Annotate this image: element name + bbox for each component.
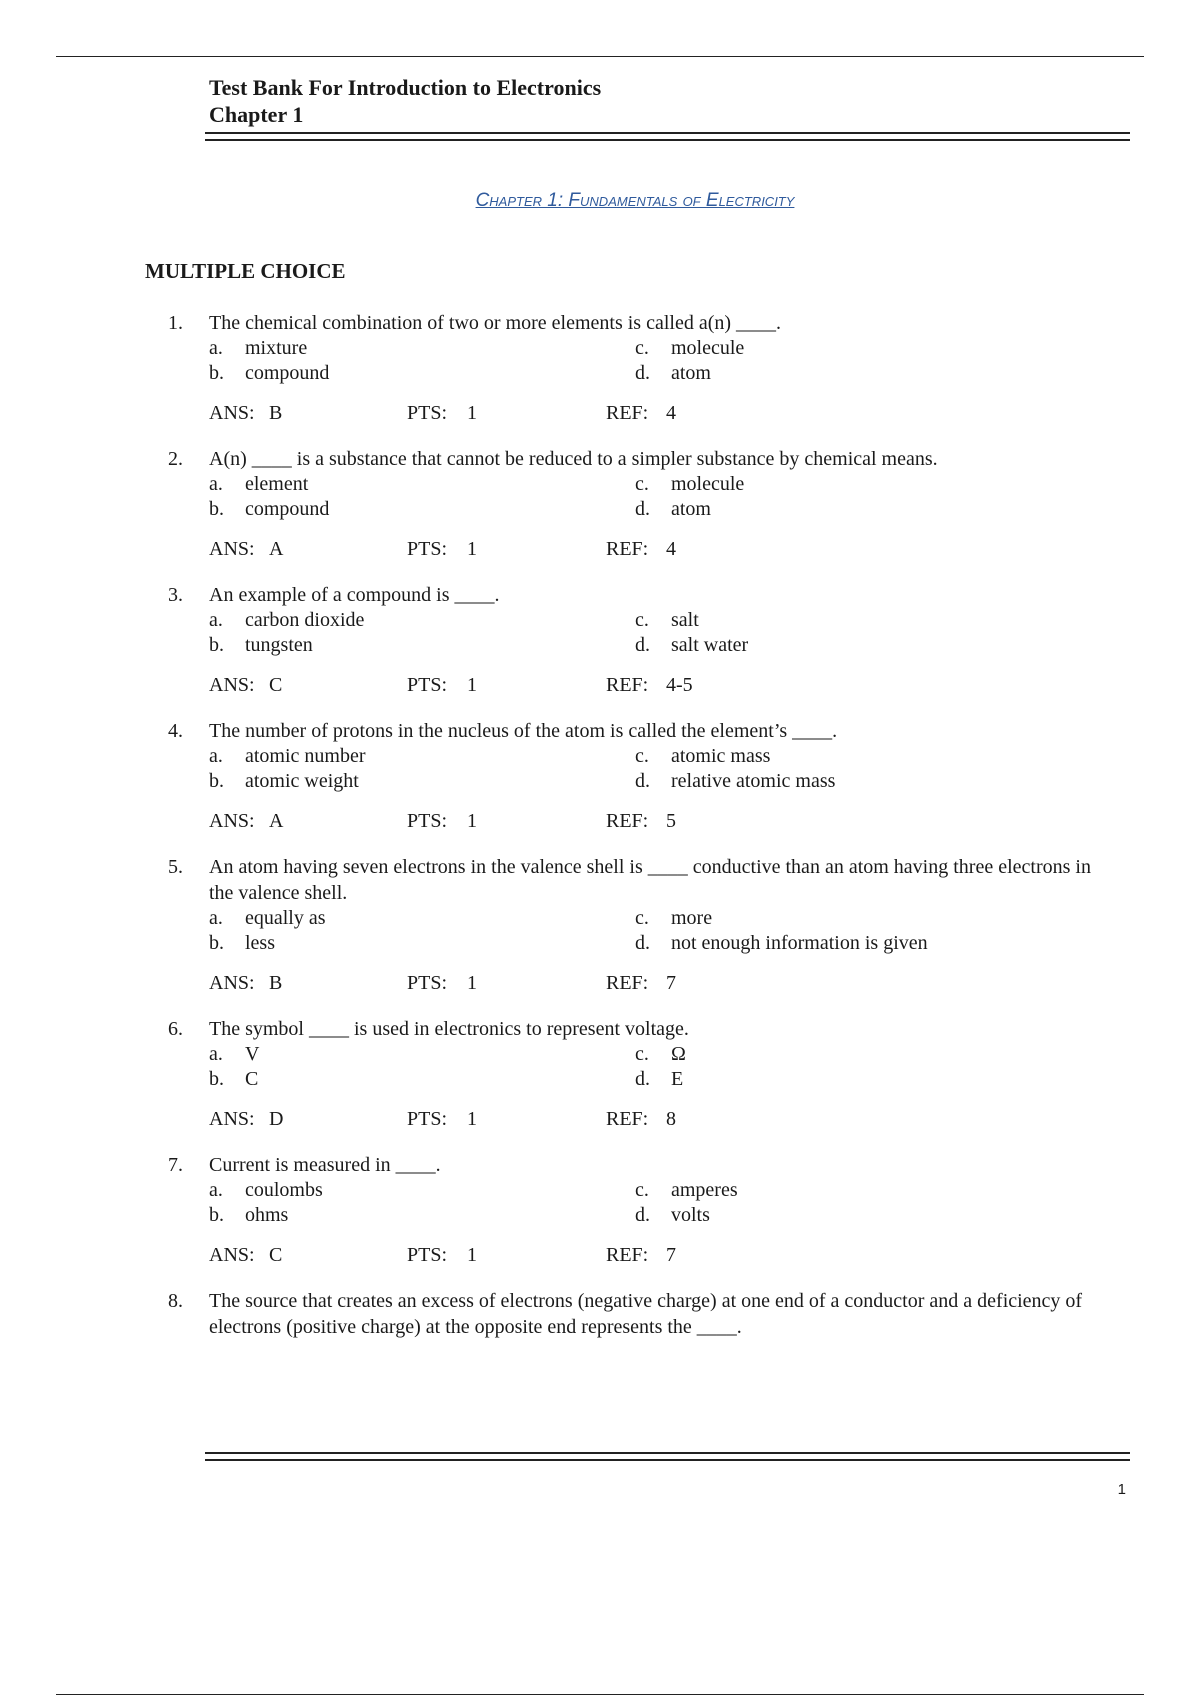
choice-option (635, 906, 1108, 931)
choice-option (209, 361, 635, 386)
answer-key-row (209, 672, 1108, 698)
question-text: The symbol ____ is used in electronics to represent voltage. (209, 1018, 689, 1040)
reference-field (606, 536, 676, 562)
choice-text: element (245, 473, 309, 495)
choice-letter: c. (635, 337, 649, 359)
page-number: 1 (1117, 1481, 1126, 1498)
choice-option (209, 744, 635, 769)
ans-label: ANS: (209, 1244, 255, 1266)
question-number: 1. (168, 312, 183, 334)
choice-option (209, 633, 635, 658)
choice-grid (209, 1178, 1108, 1228)
chapter-title: Chapter 1: Fundamentals of Electricity (475, 190, 795, 211)
choice-text: coulombs (245, 1179, 323, 1201)
header-chapter: Chapter 1 (209, 102, 304, 127)
choice-letter: d. (635, 498, 650, 520)
question-stem (168, 718, 1108, 744)
ref-value: 4 (666, 402, 676, 424)
question-text: An example of a compound is ____. (209, 584, 500, 606)
question-stem (168, 1288, 1108, 1340)
choice-text: equally as (245, 907, 326, 929)
ans-value: C (269, 1244, 283, 1266)
reference-field (606, 1242, 676, 1268)
answer-key-row (209, 536, 1108, 562)
ref-value: 5 (666, 810, 676, 832)
pts-value: 1 (467, 538, 477, 560)
ref-label: REF: (606, 810, 649, 832)
question-item (168, 582, 1108, 698)
answer-field (209, 808, 407, 834)
choice-text: E (671, 1068, 684, 1090)
page-top-rule (56, 56, 1144, 57)
choice-letter: b. (209, 498, 224, 520)
choice-option (635, 1042, 1108, 1067)
choice-letter: b. (209, 1204, 224, 1226)
ans-value: B (269, 972, 283, 994)
choice-letter: d. (635, 1068, 650, 1090)
pts-label: PTS: (407, 538, 448, 560)
question-text: The source that creates an excess of electrons (negative charge) at one end of a conductor and a deficiency of electrons (positive charge) at the opposite end represents the ____. (209, 1290, 1083, 1338)
choice-option (209, 336, 635, 361)
question-text: The number of protons in the nucleus of the atom is called the element’s ____. (209, 720, 838, 742)
choice-grid (209, 608, 1108, 658)
choice-letter: d. (635, 932, 650, 954)
pts-label: PTS: (407, 1108, 448, 1130)
question-item (168, 1016, 1108, 1132)
question-number: 3. (168, 584, 183, 606)
choice-text: Ω (671, 1043, 686, 1065)
question-text: The chemical combination of two or more elements is called a(n) ____. (209, 312, 782, 334)
ref-label: REF: (606, 1108, 649, 1130)
question-list (168, 310, 1108, 1360)
choice-option (209, 931, 635, 956)
question-number: 4. (168, 720, 183, 742)
choice-letter: d. (635, 770, 650, 792)
choice-letter: b. (209, 634, 224, 656)
answer-field (209, 1242, 407, 1268)
choice-option (209, 906, 635, 931)
choice-text: compound (245, 498, 330, 520)
choice-letter: d. (635, 634, 650, 656)
pts-label: PTS: (407, 972, 448, 994)
choice-option (209, 472, 635, 497)
page-bottom-rule (56, 1694, 1144, 1695)
choice-option (635, 497, 1108, 522)
question-text: Current is measured in ____. (209, 1154, 441, 1176)
choice-grid (209, 906, 1108, 956)
choice-option (635, 931, 1108, 956)
pts-label: PTS: (407, 674, 448, 696)
choice-letter: b. (209, 1068, 224, 1090)
ans-value: D (269, 1108, 284, 1130)
choice-option (635, 744, 1108, 769)
choice-letter: c. (635, 609, 649, 631)
ans-label: ANS: (209, 810, 255, 832)
ans-label: ANS: (209, 1108, 255, 1130)
pts-label: PTS: (407, 402, 448, 424)
points-field (407, 400, 606, 426)
pts-label: PTS: (407, 1244, 448, 1266)
choice-option (635, 608, 1108, 633)
question-item (168, 718, 1108, 834)
choice-letter: b. (209, 932, 224, 954)
choice-text: tungsten (245, 634, 313, 656)
choice-letter: c. (635, 473, 649, 495)
choice-text: C (245, 1068, 259, 1090)
points-field (407, 970, 606, 996)
choice-text: atomic weight (245, 770, 359, 792)
ans-label: ANS: (209, 402, 255, 424)
pts-value: 1 (467, 402, 477, 424)
choice-letter: b. (209, 770, 224, 792)
question-stem (168, 310, 1108, 336)
answer-key-row (209, 400, 1108, 426)
choice-letter: a. (209, 473, 223, 495)
points-field (407, 1106, 606, 1132)
question-item (168, 1288, 1108, 1340)
choice-option (635, 472, 1108, 497)
choice-option (209, 769, 635, 794)
choice-text: salt (671, 609, 699, 631)
ref-value: 8 (666, 1108, 676, 1130)
ref-label: REF: (606, 538, 649, 560)
choice-letter: a. (209, 745, 223, 767)
points-field (407, 1242, 606, 1268)
choice-letter: c. (635, 745, 649, 767)
choice-letter: c. (635, 1179, 649, 1201)
choice-grid (209, 1042, 1108, 1092)
choice-text: more (671, 907, 713, 929)
choice-text: salt water (671, 634, 749, 656)
pts-value: 1 (467, 810, 477, 832)
question-number: 2. (168, 448, 183, 470)
question-stem (168, 854, 1108, 906)
choice-option (635, 361, 1108, 386)
ref-value: 4 (666, 538, 676, 560)
ref-value: 7 (666, 972, 676, 994)
pts-value: 1 (467, 1244, 477, 1266)
question-stem (168, 446, 1108, 472)
document-header (209, 74, 601, 128)
question-number: 8. (168, 1290, 183, 1312)
ans-label: ANS: (209, 674, 255, 696)
choice-letter: d. (635, 1204, 650, 1226)
question-stem (168, 1152, 1108, 1178)
choice-option (635, 1203, 1108, 1228)
choice-letter: a. (209, 609, 223, 631)
choice-option (209, 608, 635, 633)
choice-text: relative atomic mass (671, 770, 836, 792)
question-text: An atom having seven electrons in the valence shell is ____ conductive than an atom having three electrons in the valence shell. (209, 856, 1091, 904)
choice-text: atomic mass (671, 745, 771, 767)
choice-letter: c. (635, 907, 649, 929)
choice-text: mixture (245, 337, 308, 359)
answer-key-row (209, 1106, 1108, 1132)
answer-key-row (209, 970, 1108, 996)
question-item (168, 310, 1108, 426)
question-number: 7. (168, 1154, 183, 1176)
footer-double-rule (205, 1452, 1130, 1461)
ans-value: A (269, 810, 284, 832)
choice-option (209, 1203, 635, 1228)
answer-key-row (209, 808, 1108, 834)
choice-option (635, 1178, 1108, 1203)
question-number: 6. (168, 1018, 183, 1040)
choice-option (635, 1067, 1108, 1092)
pts-value: 1 (467, 1108, 477, 1130)
choice-letter: a. (209, 1043, 223, 1065)
choice-text: amperes (671, 1179, 738, 1201)
choice-option (209, 1178, 635, 1203)
choice-text: V (245, 1043, 260, 1065)
choice-text: molecule (671, 473, 745, 495)
choice-option (209, 1042, 635, 1067)
choice-letter: b. (209, 362, 224, 384)
reference-field (606, 400, 676, 426)
answer-field (209, 672, 407, 698)
choice-grid (209, 472, 1108, 522)
choice-grid (209, 336, 1108, 386)
question-item (168, 446, 1108, 562)
reference-field (606, 1106, 676, 1132)
ans-value: B (269, 402, 283, 424)
ref-value: 7 (666, 1244, 676, 1266)
pts-value: 1 (467, 972, 477, 994)
choice-text: atomic number (245, 745, 366, 767)
choice-text: carbon dioxide (245, 609, 365, 631)
answer-field (209, 536, 407, 562)
pts-value: 1 (467, 674, 477, 696)
choice-option (209, 497, 635, 522)
question-stem (168, 582, 1108, 608)
choice-text: atom (671, 362, 711, 384)
pts-label: PTS: (407, 810, 448, 832)
section-heading: MULTIPLE CHOICE (145, 259, 346, 283)
choice-letter: a. (209, 907, 223, 929)
answer-field (209, 400, 407, 426)
ref-label: REF: (606, 972, 649, 994)
choice-option (209, 1067, 635, 1092)
reference-field (606, 970, 676, 996)
ans-label: ANS: (209, 972, 255, 994)
ref-value: 4-5 (666, 674, 693, 696)
ans-value: C (269, 674, 283, 696)
ref-label: REF: (606, 402, 649, 424)
reference-field (606, 672, 693, 698)
answer-key-row (209, 1242, 1108, 1268)
choice-letter: d. (635, 362, 650, 384)
choice-grid (209, 744, 1108, 794)
question-stem (168, 1016, 1108, 1042)
choice-text: ohms (245, 1204, 289, 1226)
header-title: Test Bank For Introduction to Electronics (209, 75, 602, 100)
question-item (168, 1152, 1108, 1268)
question-item (168, 854, 1108, 996)
ref-label: REF: (606, 674, 649, 696)
choice-letter: c. (635, 1043, 649, 1065)
choice-option (635, 633, 1108, 658)
choice-letter: a. (209, 1179, 223, 1201)
points-field (407, 808, 606, 834)
ref-label: REF: (606, 1244, 649, 1266)
ans-label: ANS: (209, 538, 255, 560)
choice-option (635, 769, 1108, 794)
question-text: A(n) ____ is a substance that cannot be reduced to a simpler substance by chemical means. (209, 448, 938, 470)
choice-option (635, 336, 1108, 361)
reference-field (606, 808, 676, 834)
points-field (407, 536, 606, 562)
choice-text: volts (671, 1204, 710, 1226)
choice-text: molecule (671, 337, 745, 359)
choice-letter: a. (209, 337, 223, 359)
answer-field (209, 1106, 407, 1132)
points-field (407, 672, 606, 698)
choice-text: atom (671, 498, 711, 520)
choice-text: not enough information is given (671, 932, 928, 954)
answer-field (209, 970, 407, 996)
question-number: 5. (168, 856, 183, 878)
ans-value: A (269, 538, 284, 560)
choice-text: compound (245, 362, 330, 384)
choice-text: less (245, 932, 275, 954)
header-double-rule (205, 132, 1130, 141)
